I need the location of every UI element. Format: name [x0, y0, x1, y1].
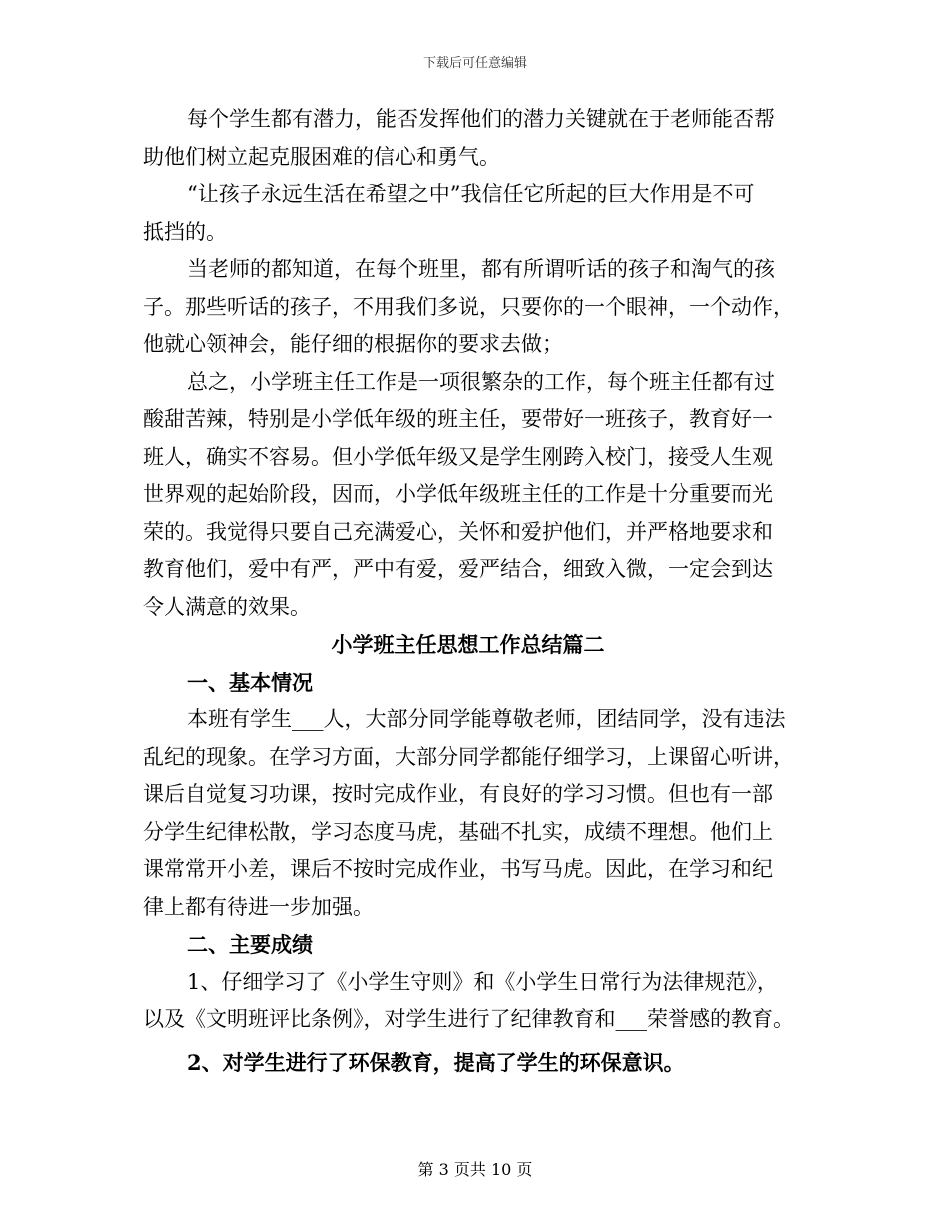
section-heading: 二、主要成绩: [187, 932, 313, 957]
section-heading: 一、基本情况: [187, 669, 313, 695]
text-line: 分学生纪律松散，学习态度马虎，基础不扎实，成绩不理想。他们上: [143, 819, 773, 844]
text-line: 课常常开小差，课后不按时完成作业，书写马虎。因此，在学习和纪: [143, 857, 773, 881]
page-header: 下载后可任意编辑: [422, 56, 527, 71]
text-line: 每个学生都有潜力，能否发挥他们的潜力关键就在于老师能否帮: [187, 107, 775, 131]
text-line: 教育他们，爱中有严，严中有爱，爱严结合，细致入微，一定会到达: [143, 557, 773, 581]
text-line: 抵挡的。: [143, 219, 227, 244]
text-line: 班人，确实不容易。但小学低年级又是学生刚跨入校门，接受人生观: [143, 444, 773, 469]
paragraph: [143, 101, 823, 176]
paragraph: [143, 964, 823, 1039]
text-line: 乱纪的现象。在学习方面，大部分同学都能仔细学习，上课留心听讲，: [143, 744, 794, 769]
page-number: 第 3 页共 10 页: [417, 1160, 533, 1179]
text-line: 助他们树立起克服困难的信心和勇气。: [143, 144, 500, 169]
paragraph: [143, 364, 823, 627]
text-line: 课后自觉复习功课，按时完成作业，有良好的学习习惯。但也有一部: [143, 782, 773, 806]
text-line: 荣的。我觉得只要自己充满爱心，关怀和爱护他们，并严格地要求和: [143, 519, 773, 544]
paragraph: [143, 176, 823, 251]
text-line: 世界观的起始阶段，因而，小学低年级班主任的工作是十分重要而光: [143, 482, 773, 506]
text-line: 本班有学生___人，大部分同学能尊敬老师，团结同学，没有违法: [187, 707, 786, 731]
section-title: 小学班主任思想工作总结篇二: [331, 632, 605, 657]
text-line: 令人满意的效果。: [143, 594, 311, 619]
paragraph: [143, 701, 823, 926]
text-line: 1、仔细学习了《小学生守则》和《小学生日常行为法律规范》，: [187, 969, 778, 994]
text-line: 律上都有待进一步加强。: [143, 894, 374, 919]
paragraph: [143, 251, 823, 364]
text-line: 当老师的都知道，在每个班里，都有所谓听话的孩子和淘气的孩: [187, 257, 775, 281]
bold-paragraph: 2、对学生进行了环保教育，提高了学生的环保意识。: [187, 1049, 685, 1075]
document-body: [143, 101, 823, 1081]
text-line: 子。那些听话的孩子，不用我们多说，只要你的一个眼神，一个动作，: [143, 294, 794, 319]
text-line: 他就心领神会，能仔细的根据你的要求去做；: [143, 332, 563, 356]
text-line: 酸甜苦辣，特别是小学低年级的班主任，要带好一班孩子，教育好一: [143, 407, 773, 431]
text-line: 总之，小学班主任工作是一项很繁杂的工作，每个班主任都有过: [187, 369, 775, 394]
text-line: “让孩子永远生活在希望之中”我信任它所起的巨大作用是不可: [187, 182, 755, 206]
text-line: 以及《文明班评比条例》，对学生进行了纪律教育和___荣誉感的教育。: [143, 1007, 794, 1031]
